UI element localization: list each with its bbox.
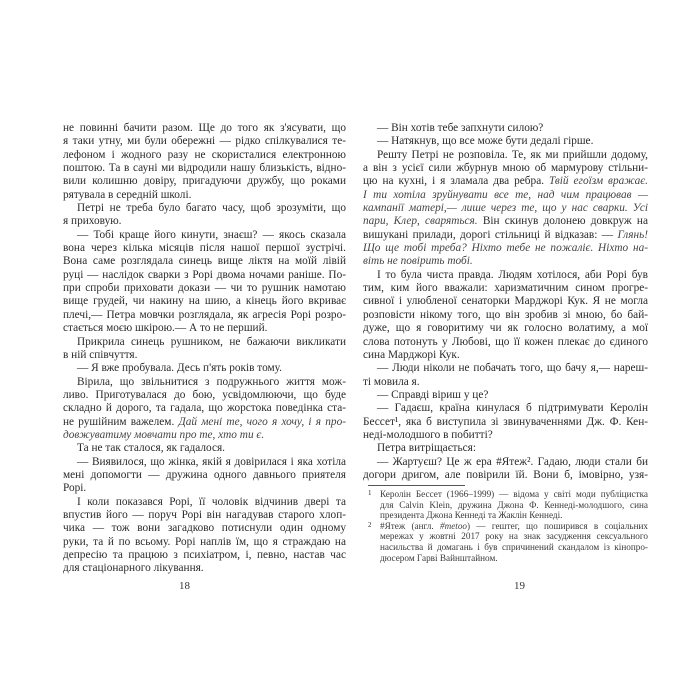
italic-text: І ти хотіла зруйнувати все те, над чим працював — (363, 188, 648, 201)
italic-text: пари, Клер, сваряться. (363, 215, 478, 228)
footnotes (368, 489, 648, 563)
text-line (363, 336, 648, 349)
text-segment: поштою. Та в сауні ми відродили нашу близькість, відно- (63, 162, 346, 175)
text-segment: Вірила, що звільнитися з подружнього життя мож- (77, 375, 346, 388)
italic-text: Що ще тобі треба? Ніхто тебе не пожаліє. Ніхто на- (363, 242, 648, 255)
text-line (63, 362, 346, 375)
text-line (63, 469, 346, 482)
text-segment: — Тобі краще його кинути, знаєш? — якось сказала (77, 228, 346, 241)
text-segment: Петрі не треба було багато часу, щоб зрозуміти, що (77, 202, 346, 215)
text-line (63, 416, 346, 429)
text-line (380, 521, 648, 532)
text-line (63, 509, 346, 522)
text-segment: #Ятеж (англ. (380, 520, 440, 531)
text-line (363, 149, 648, 162)
text-segment: для стаціонарного лікування. (63, 562, 204, 575)
text-segment: а він з усієї сили жбурнув мною об мармурову стільни- (363, 162, 648, 175)
text-segment: ) — гештег, що поширився в соціальних (467, 520, 648, 531)
text-segment: — Люди ніколи не побачать того, що бачу я,— нареш- (377, 362, 648, 375)
text-line (63, 562, 346, 575)
text-segment: мережах у жовтні 2017 року на знак засудження сексуального (380, 531, 648, 542)
text-segment: Рорі. (63, 482, 87, 495)
text-line (63, 242, 346, 255)
text-segment: Бессет¹, яка б виступила зі звинуваченнями Дж. Ф. Кен- (363, 415, 648, 428)
text-segment: для Calvin Klein, дружина Джона Ф. Кеннеді-молодшого, сина (380, 499, 648, 510)
text-segment: розповісти нікому того, що він зробив зі мною, бо бай- (363, 308, 648, 321)
text-line (363, 456, 648, 469)
text-segment: слова потонуть у Любові, що її кожен плекає до єдиного (363, 335, 648, 348)
italic-text: #metoo (439, 520, 468, 531)
text-line (363, 282, 648, 295)
text-segment: я таки утну, ми були обережні — рідко спілкувалися те- (63, 135, 346, 148)
text-line (363, 202, 648, 215)
text-segment: — Гадаєш, країна кинулася б підтримувати Керолін (377, 402, 648, 415)
text-line (363, 469, 648, 482)
text-segment: впустив його — поруч Рорі він нагадував старого хлоп- (63, 508, 346, 521)
text-line (380, 510, 648, 521)
text-line (63, 282, 346, 295)
text-line (63, 429, 346, 442)
text-segment: вище грудей, чи накину на шию, а кінець його вкриває (63, 295, 346, 308)
text-line (363, 442, 648, 455)
text-segment: ті мовила я. (363, 375, 420, 388)
text-segment: не повинні бачити разом. Ще до того як з'ясувати, що (63, 122, 346, 134)
text-line (363, 135, 648, 148)
text-line (380, 489, 648, 500)
text-line (363, 322, 648, 335)
text-line (63, 402, 346, 415)
text-segment: — Натякнув, що все може бути дедалі гірше. (377, 135, 594, 148)
text-line (63, 322, 346, 335)
text-line (363, 295, 648, 308)
text-segment: дуже, що я говоритиму чи як голосно волатиму, а мої (363, 322, 648, 335)
text-segment: сивної і улюбленої сенаторки Марджорі Кук. Я не могла (363, 295, 648, 308)
text-segment: Та не так сталося, як гадалося. (77, 442, 225, 455)
text-line (363, 402, 648, 415)
text-line (380, 542, 648, 553)
text-line (363, 349, 648, 362)
text-line (63, 295, 346, 308)
italic-text: довжуватиму мовчати про те, хто ти є. (63, 428, 265, 441)
text-line (63, 456, 346, 469)
text-line (63, 189, 346, 202)
text-line (363, 376, 648, 389)
text-line (63, 122, 346, 135)
text-line (63, 549, 346, 562)
text-segment: президента Джона Кеннеді та Жаклін Кеннеді. (380, 510, 563, 521)
text-segment: неді-молодшого в побитті? (363, 428, 493, 441)
text-segment: цю на кухні, і я зламала два ребра. (363, 175, 550, 188)
text-segment: рятувала в середній школі. (63, 188, 192, 201)
page-number-left: 18 (179, 580, 190, 592)
text-segment: Він скинув долонею довкруж на (477, 215, 648, 228)
footnote (368, 489, 648, 521)
text-segment: стається моєю шкірою.— А то не перший. (63, 322, 268, 335)
text-line (363, 122, 648, 135)
text-line (63, 135, 346, 148)
text-line (63, 255, 346, 268)
text-line (63, 522, 346, 535)
text-line (363, 242, 648, 255)
text-line (363, 162, 648, 175)
text-segment: в ній співчуття. (63, 348, 138, 361)
text-segment: Решту Петрі не розповіла. Те, як ми прийшли додому, (377, 148, 648, 161)
text-segment: складно й дорого, та гадала, що жорстока поведінка ста- (63, 402, 346, 415)
text-segment: — Виявилося, що жінка, якій я довірилася і яка хотіла (77, 455, 346, 468)
text-segment: І коли показався Рорі, її чоловік відчинив двері та (77, 495, 346, 508)
text-segment: плечі,— Петра мовчки розглядала, як агресія Рорі розро- (63, 308, 346, 321)
text-line (363, 362, 648, 375)
text-line (363, 269, 648, 282)
text-segment: І то була чиста правда. Людям хотілося, аби Рорі був (377, 268, 648, 281)
page-number-right: 19 (514, 580, 525, 592)
italic-text: віть не повірить тобі. (363, 255, 473, 268)
footnote-number: 1 (368, 489, 372, 497)
text-line (363, 309, 648, 322)
footnote-number: 2 (368, 520, 372, 529)
text-segment: руці — наслідок сварки з Рорі двома ночами раніше. По- (63, 268, 346, 281)
text-line (63, 269, 346, 282)
text-segment: не рушійним важелем. (63, 415, 179, 428)
text-segment: вишукані прилади, дорогі стільниці й відказав: — (363, 228, 618, 241)
text-segment: сина Марджорі Кук. (363, 348, 460, 361)
text-segment: чика — тож вони загадково потиснули один одному (63, 522, 346, 535)
text-line (63, 336, 346, 349)
text-line (63, 442, 346, 455)
italic-text: кампанії матері,— лише через те, що у нас сварки. Усі (363, 202, 648, 215)
text-line (363, 255, 648, 268)
italic-text: Глянь! (617, 228, 648, 241)
text-segment: при спроби приховати докази — чи то рушник намотаю (63, 282, 346, 295)
italic-text: Твій егоїзм вражає. (549, 175, 649, 188)
text-line (63, 162, 346, 175)
text-line (63, 149, 346, 162)
text-line (63, 349, 346, 362)
text-line (363, 215, 648, 228)
text-segment: лефоном і жодного разу не скористалися електронною (63, 148, 346, 161)
text-segment: — Жартуєш? Це ж ера #Ятеж². Гадаю, люди стали би (377, 455, 648, 468)
italic-text: Дай мені те, чого я хочу, і я про- (178, 415, 346, 428)
text-segment: — Я вже пробувала. Десь п'ять років тому. (77, 362, 283, 375)
text-segment: ливо. Приготувалася до бою, усвідомлюючи, що буде (63, 388, 346, 401)
text-segment: я приховую. (63, 215, 122, 228)
text-line (380, 500, 648, 511)
text-segment: Петра витріщається: (377, 442, 476, 455)
text-line (63, 175, 346, 188)
text-line (363, 229, 648, 242)
text-line (63, 202, 346, 215)
text-line (363, 189, 648, 202)
text-segment: Прикрила синець рушником, не бажаючи викликати (77, 335, 346, 348)
text-segment: догори дригом, але повірили їй. Вони б, імовірно, узя- (363, 468, 648, 481)
text-segment: Вона саме розглядала синець вище ліктя на моїй лівій (63, 255, 346, 268)
text-segment: вона через кілька місяців після нашої першої зустрічі. (63, 242, 346, 255)
right-page-body (363, 122, 648, 482)
text-line (63, 215, 346, 228)
text-segment: Керолін Бессет (1966–1999) — відома у світі моди публіцистка (380, 489, 648, 499)
text-segment: мені допомогти — дружина одного давнього приятеля (63, 468, 346, 481)
text-line (363, 175, 648, 188)
footnote-divider (368, 485, 465, 486)
footnote (368, 521, 648, 563)
text-line (63, 536, 346, 549)
left-page-body (63, 122, 346, 576)
text-line (380, 553, 648, 564)
text-line (63, 229, 346, 242)
text-segment: вили колишню довіру, пригадуючи дружбу, що роками (63, 175, 346, 188)
text-segment: — Він хотів тебе запхнути силою? (377, 122, 544, 134)
text-line (63, 482, 346, 495)
text-line (380, 531, 648, 542)
text-segment: тим, ким його вважали: харизматичним сином прогре- (363, 282, 648, 295)
text-line (63, 376, 346, 389)
text-line (63, 389, 346, 402)
text-line (63, 496, 346, 509)
text-segment: руки, та й по всьому. Рорі наплів їм, що я страждаю на (63, 535, 346, 548)
text-segment: дюсером Гарві Вайнштайном. (380, 552, 498, 563)
text-line (363, 416, 648, 429)
text-line (63, 309, 346, 322)
text-line (363, 429, 648, 442)
text-segment: — Справді віриш у це? (377, 388, 489, 401)
text-line (363, 389, 648, 402)
text-segment: депресію та працюю з психіатром, і, певно, настав час (63, 549, 346, 561)
text-segment: насильства й домагань і був спричинений скандалом із кінопро- (380, 541, 648, 552)
